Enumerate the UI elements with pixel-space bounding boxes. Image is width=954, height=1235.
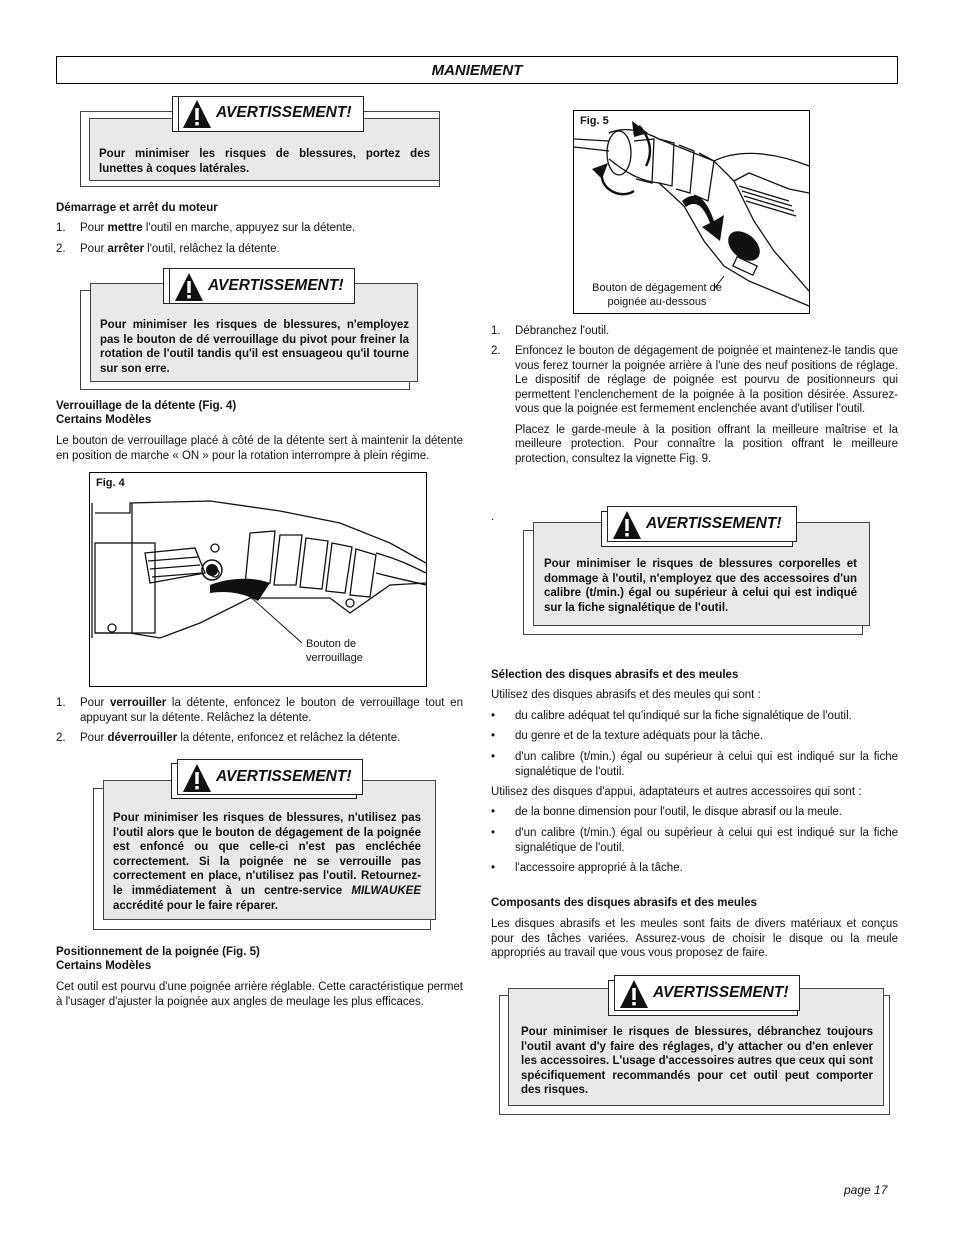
grinder-lock-illustration bbox=[90, 473, 426, 686]
list-item: 1. Pour mettre l'outil en marche, appuyez sur la détente. bbox=[56, 222, 356, 234]
bullet-item: • du genre et de la texture adéquats pour la tâche. bbox=[491, 730, 764, 742]
warning-triangle-icon bbox=[619, 979, 649, 1009]
list-item: 2. Pour déverrouiller la détente, enfoncez et relâchez la détente. bbox=[56, 732, 401, 744]
warning-text: Pour minimiser les risques de blessures, n'employez pas le bouton de dé verrouillage du pivot pour freiner la rotation de l'outil tandis qu'il est ensuageou qu'il tourne sur son erre. bbox=[100, 319, 409, 375]
warning-triangle-icon bbox=[182, 99, 212, 129]
heading-disc-selection: Sélection des disques abrasifs et des meules bbox=[491, 669, 739, 681]
bullet-item: • du calibre adéquat tel qu'indiqué sur la fiche signalétique de l'outil. bbox=[491, 710, 852, 722]
figure-label: Fig. 4 bbox=[96, 477, 125, 489]
stray-dot: . bbox=[491, 511, 495, 523]
warning-triangle-icon bbox=[612, 510, 642, 540]
bullet-item: • d'un calibre (t/min.) égal ou supérieur à celui qui est indiqué sur la fiche signalétique de l'outil. bbox=[491, 827, 898, 854]
warning-title: AVERTISSEMENT! bbox=[216, 104, 352, 121]
list-item: 2. Enfoncez le bouton de dégagement de poignée et maintenez-le tandis que vous ferez tourner la poignée arrière à l'une des neuf positions de réglage. Le dispositif de réglage de poignée est pourvu de positionneurs qui permettent l'enclenchement de la poignée à la position désirée. Assurez-vous que la poignée est fermement enclenchée avant d'utiliser l'outil. Placez le garde-meule à la position offrant la meilleure maîtrise et la meilleure protection. Pour connaître la position offrant le meilleure protection, consultez la vignette Fig. 9. bbox=[491, 345, 898, 465]
section-header: MANIEMENT bbox=[56, 56, 898, 84]
page-number: page 17 bbox=[844, 1183, 888, 1197]
paragraph-accessory-intro: Utilisez des disques d'appui, adaptateurs et autres accessoires qui sont : bbox=[491, 786, 862, 798]
warning-text: Pour minimiser le risques de blessures, débranchez toujours l'outil avant d'y faire des réglages, d'y attacher ou d'en enlever les accessoires. L'usage d'accessoires autres que ceux qui sont spécifiquement recommandés pour cet outil peut comporter des risques. bbox=[521, 1026, 873, 1097]
warning-text: Pour minimiser les risques de blessures, portez des lunettes à coques latérales. bbox=[99, 148, 430, 175]
paragraph-trigger-lock: Le bouton de verrouillage placé à côté de la détente sert à maintenir la détente en position de marche « ON » pour la rotation interrompre à plein régime. bbox=[56, 435, 463, 462]
heading-disc-components: Composants des disques abrasifs et des meules bbox=[491, 897, 757, 909]
heading-handle-position: Positionnement de la poignée (Fig. 5) Certains Modèles bbox=[56, 946, 260, 972]
heading-trigger-lock: Verrouillage de la détente (Fig. 4) Certains Modèles bbox=[56, 400, 237, 426]
paragraph-handle-position: Cet outil est pourvu d'une poignée arrière réglable. Cette caractéristique permet à l'usager d'ajuster la poignée aux angles de meulage les plus efficaces. bbox=[56, 981, 463, 1008]
callout-handle-release-button: Bouton de dégagement de poignée au-dessous bbox=[592, 282, 722, 308]
bullet-item: • de la bonne dimension pour l'outil, le disque abrasif ou la meule. bbox=[491, 806, 842, 818]
figure-label: Fig. 5 bbox=[580, 115, 609, 127]
paragraph-disc-intro: Utilisez des disques abrasifs et des meules qui sont : bbox=[491, 689, 761, 701]
list-item: 2. Pour arrêter l'outil, relâchez la détente. bbox=[56, 243, 280, 255]
warning-title: AVERTISSEMENT! bbox=[653, 984, 789, 1001]
warning-title: AVERTISSEMENT! bbox=[208, 277, 344, 294]
warning-text: Pour minimiser les risques de blessures, n'utilisez pas l'outil alors que le bouton de dégagement de la poignée est enfoncé ou que celle-ci n'est pas encléchée correctement. Si la poignée ne se verrouille pas correctement en place, n'utilisez pas l'outil. Retournez-le immédiatement à un centre-service MILWAUKEE accrédité pour le faire réparer. bbox=[113, 812, 421, 912]
list-item: 1. Pour verrouiller la détente, enfoncez le bouton de verrouillage tout en appuyant sur la détente. Relâchez la détente. bbox=[56, 697, 463, 724]
warning-text: Pour minimiser le risques de blessures corporelles et dommage à l'outil, n'employez que des accessoires d'un calibre (t/min.) égal ou supérieur à celui qui est indiqué sur la fiche signalétique de l'outil. bbox=[544, 558, 857, 614]
list-item: 1. Débranchez l'outil. bbox=[491, 325, 610, 337]
figure-4 bbox=[89, 472, 427, 687]
figure-5 bbox=[573, 110, 810, 314]
warning-triangle-icon bbox=[182, 763, 212, 793]
heading-start-stop: Démarrage et arrêt du moteur bbox=[56, 202, 218, 214]
warning-title: AVERTISSEMENT! bbox=[216, 768, 352, 785]
bullet-item: • d'un calibre (t/min.) égal ou supérieur à celui qui est indiqué sur la fiche signalétique de l'outil. bbox=[491, 751, 898, 778]
warning-triangle-icon bbox=[174, 272, 204, 302]
paragraph-disc-components: Les disques abrasifs et les meules sont faits de divers matériaux et conçus pour des tâches variées. Assurez-vous de choisir le disque ou la meule appropriés au travail que vous vous proposez de faire. bbox=[491, 918, 898, 959]
warning-title: AVERTISSEMENT! bbox=[646, 515, 782, 532]
bullet-item: • l'accessoire approprié à la tâche. bbox=[491, 862, 683, 874]
callout-lock-button: Bouton de verrouillage bbox=[306, 638, 363, 664]
